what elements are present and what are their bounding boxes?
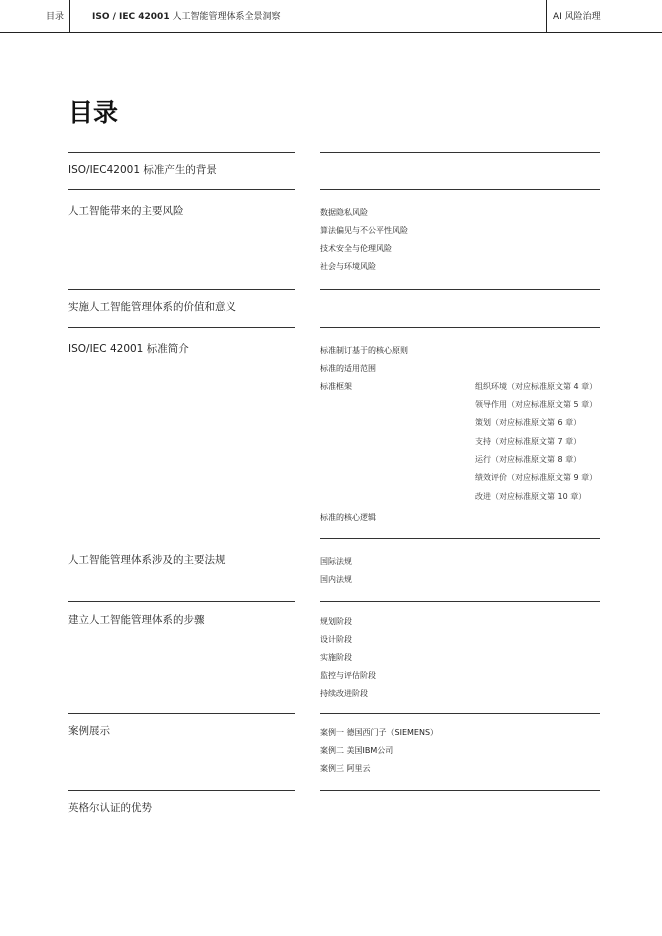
toc-section-title[interactable]: ISO/IEC42001 标准产生的背景 bbox=[68, 164, 217, 176]
toc-section-title[interactable]: 人工智能管理体系涉及的主要法规 bbox=[68, 554, 226, 566]
header-divider-right bbox=[546, 0, 547, 32]
toc-item[interactable]: 实施阶段 bbox=[320, 653, 352, 662]
section-rule-right bbox=[320, 327, 600, 328]
toc-item[interactable]: 标准的核心逻辑 bbox=[320, 513, 376, 522]
header-right-label: AI 风险治理 bbox=[553, 12, 601, 22]
section-rule-left bbox=[68, 601, 295, 602]
toc-subitem[interactable]: 绩效评价（对应标准原文第 9 章） bbox=[475, 473, 598, 482]
toc-section-title[interactable]: 英格尔认证的优势 bbox=[68, 802, 152, 814]
section-rule-left bbox=[68, 790, 295, 791]
toc-item[interactable]: 案例一 德国西门子（SIEMENS） bbox=[320, 728, 439, 737]
toc-item[interactable]: 数据隐私风险 bbox=[320, 208, 368, 217]
toc-item[interactable]: 技术安全与伦理风险 bbox=[320, 244, 392, 253]
toc-section-title[interactable]: ISO/IEC 42001 标准简介 bbox=[68, 343, 189, 355]
section-rule-right bbox=[320, 152, 600, 153]
section-rule-right bbox=[320, 713, 600, 714]
toc-item[interactable]: 算法偏见与不公平性风险 bbox=[320, 226, 408, 235]
toc-item[interactable]: 社会与环境风险 bbox=[320, 262, 376, 271]
page-title: 目录 bbox=[68, 98, 119, 127]
toc-item[interactable]: 规划阶段 bbox=[320, 617, 352, 626]
toc-section-title[interactable]: 人工智能带来的主要风险 bbox=[68, 205, 184, 217]
toc-item[interactable]: 标准的适用范围 bbox=[320, 364, 376, 373]
section-rule-right bbox=[320, 289, 600, 290]
toc-item[interactable]: 案例三 阿里云 bbox=[320, 764, 371, 773]
header-doc-title bbox=[92, 11, 280, 23]
section-rule-right bbox=[320, 189, 600, 190]
header-doc-title-prefix: ISO / IEC 42001 bbox=[92, 12, 170, 22]
toc-subitem[interactable]: 改进（对应标准原文第 10 章） bbox=[475, 492, 587, 501]
toc-section-title[interactable]: 建立人工智能管理体系的步骤 bbox=[68, 614, 205, 626]
toc-subitem[interactable]: 领导作用（对应标准原文第 5 章） bbox=[475, 400, 598, 409]
toc-subitem[interactable]: 运行（对应标准原文第 8 章） bbox=[475, 455, 582, 464]
toc-item[interactable]: 国内法规 bbox=[320, 575, 352, 584]
toc-item[interactable]: 持续改进阶段 bbox=[320, 689, 368, 698]
toc-section-title[interactable]: 案例展示 bbox=[68, 725, 110, 737]
toc-item[interactable]: 国际法规 bbox=[320, 557, 352, 566]
section-rule-left bbox=[68, 327, 295, 328]
toc-item[interactable]: 标准框架 bbox=[320, 382, 352, 391]
section-rule-right bbox=[320, 601, 600, 602]
toc-item[interactable]: 监控与评估阶段 bbox=[320, 671, 376, 680]
toc-subitem[interactable]: 策划（对应标准原文第 6 章） bbox=[475, 418, 582, 427]
toc-item[interactable]: 标准制订基于的核心原则 bbox=[320, 346, 408, 355]
header-divider-left bbox=[69, 0, 70, 32]
header-rule bbox=[0, 32, 662, 33]
section-rule-right bbox=[320, 538, 600, 539]
section-rule-left bbox=[68, 713, 295, 714]
header-doc-title-rest: 人工智能管理体系全景洞察 bbox=[169, 12, 281, 22]
section-rule-left bbox=[68, 152, 295, 153]
toc-section-title[interactable]: 实施人工智能管理体系的价值和意义 bbox=[68, 301, 236, 313]
section-rule-left bbox=[68, 189, 295, 190]
section-rule-left bbox=[68, 289, 295, 290]
toc-subitem[interactable]: 组织环境（对应标准原文第 4 章） bbox=[475, 382, 598, 391]
header-section-label: 目录 bbox=[46, 12, 65, 22]
section-rule-right bbox=[320, 790, 600, 791]
toc-item[interactable]: 设计阶段 bbox=[320, 635, 352, 644]
toc-subitem[interactable]: 支持（对应标准原文第 7 章） bbox=[475, 437, 582, 446]
toc-item[interactable]: 案例二 美国IBM公司 bbox=[320, 746, 394, 755]
